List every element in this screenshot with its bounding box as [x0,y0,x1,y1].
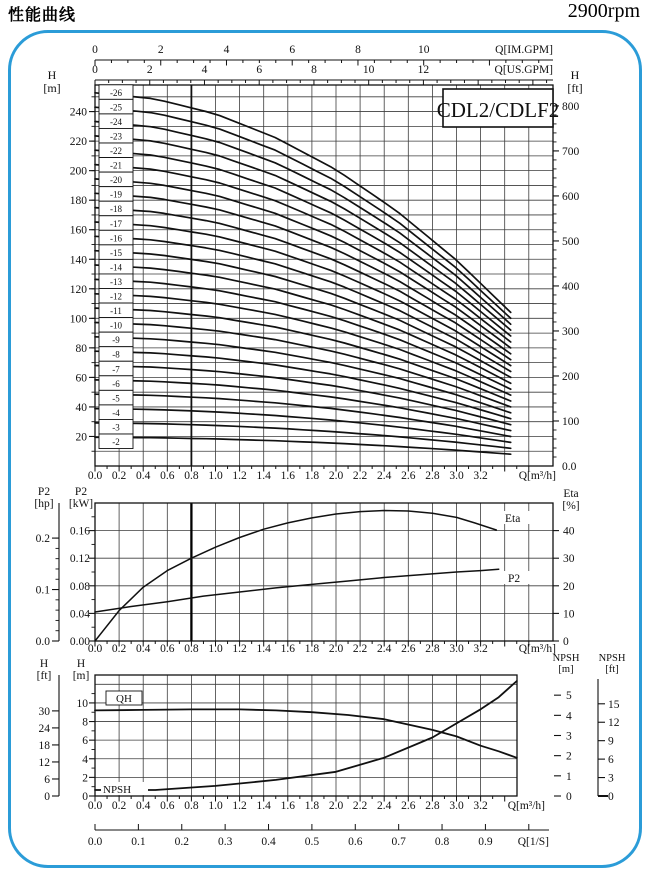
curve-label: -6 [112,378,120,389]
axis-tick-label: 8 [355,44,361,56]
q-tick-label: 0.6 [160,643,175,655]
curve-label: -16 [110,233,122,244]
p2-kw-header: P2 [74,486,88,498]
axis-tick-label: 2 [146,64,153,76]
axis-tick-label: 2 [157,44,164,56]
eta-tick-label: 30 [563,553,575,566]
curve-label: -15 [110,247,122,258]
npsh-ft-header: NPSH [598,653,626,664]
q-tick-label: 3.2 [473,643,488,655]
p2-hp-unit: [hp] [34,498,54,510]
axis-tick-label: 8 [311,64,317,76]
y-axis-header: H [570,68,580,82]
curve-label: -21 [110,160,122,171]
q-tick-label: 2.0 [328,800,344,812]
h-ft-tick-label: 700 [562,145,580,158]
y-axis-header: H [47,68,57,82]
ls-tick-label: 0.6 [348,836,363,848]
h-m-tick-label: 4 [82,753,88,766]
q-tick-label: 0.4 [136,470,151,482]
h-ft-tick-label: 24 [38,722,50,735]
q-tick-label: 2.2 [352,800,368,812]
axis-tick-label: 4 [223,44,230,56]
q-tick-label: 0.0 [87,470,103,482]
q-tick-label: 2.2 [352,643,368,655]
q-tick-label: 2.8 [425,470,440,482]
qh-curve [95,709,517,757]
h-ft-tick-label: 12 [38,756,50,769]
eta-tick-label: 20 [563,580,575,593]
q-tick-label: 1.6 [280,643,295,655]
power-chart-border [95,503,553,641]
curve-label: -14 [110,262,122,273]
q-tick-label: 0.0 [87,800,103,812]
q-tick-label: 0.6 [160,800,175,812]
axis-unit-label: Q[IM.GPM] [495,44,553,56]
q-tick-label: 0.2 [111,643,127,655]
npsh-ft-tick-label: 6 [608,754,614,767]
curve-label: -11 [110,306,122,317]
h-ft-tick-label: 400 [562,280,580,293]
rpm-label: 2900rpm [567,0,640,22]
q-tick-label: 1.6 [280,470,295,482]
npsh-m-tick-label: 2 [566,750,572,763]
q-tick-label: 2.8 [425,800,440,812]
p2-curve-label: P2 [508,573,521,585]
curve-label: -20 [110,175,122,186]
npsh-ft-tick-label: 15 [608,698,620,711]
head-curve--3 [95,423,511,448]
q-tick-label: 0.2 [111,470,127,482]
npsh-m-header: NPSH [552,653,580,664]
ls-tick-label: 0.8 [434,836,450,848]
p2-hp-header: P2 [37,486,51,498]
npsh-m-tick-label: 1 [566,770,572,783]
h-ft-tick-label: 800 [562,100,580,113]
curve-label: -25 [110,102,122,113]
npsh-m-tick-label: 3 [566,730,572,743]
kw-tick-label: 0.00 [69,636,90,648]
curve-label: -12 [110,291,122,302]
y-axis-unit: [ft] [567,81,583,95]
head-curve--20 [95,179,511,348]
curve-label: -10 [110,320,122,331]
h-m-tick-label: 120 [69,283,87,296]
x-axis-unit-label: Q[m³/h] [507,800,545,812]
y-axis-unit: [m] [43,81,61,95]
curve-label: -24 [110,116,122,127]
npsh-ft-tick-label: 12 [608,717,620,730]
model-label: CDL2/CDLF2 [436,98,560,122]
eta-tick-label: 40 [563,525,575,538]
ls-tick-label: 0.4 [261,836,276,848]
h-m-tick-label: 60 [75,372,87,385]
ls-tick-label: 0.9 [478,836,493,848]
q-tick-label: 2.8 [425,643,440,655]
q-tick-label: 2.4 [377,643,392,655]
q-tick-label: 2.6 [401,643,416,655]
head-curve--2 [95,437,511,454]
curve-label: -22 [110,146,122,156]
head-curve--11 [95,308,511,404]
q-tick-label: 0.8 [184,643,199,655]
h-m-tick-label: 0 [82,791,88,803]
q-tick-label: 2.6 [401,800,416,812]
q-tick-label: 3.2 [473,470,488,482]
h-m-tick-label: 10 [76,697,88,710]
eta-unit: [%] [562,500,580,512]
q-tick-label: 0.8 [184,470,199,482]
q-tick-label: 2.6 [401,470,416,482]
npsh-ft-tick-label: 9 [608,735,614,748]
h-m-tick-label: 140 [69,254,87,267]
axis-unit-label: Q[US.GPM] [494,64,553,76]
q-tick-label: 1.8 [304,470,320,482]
kw-tick-label: 0.04 [69,608,90,621]
h-ft-tick-label: 18 [38,739,50,752]
curve-label: -2 [112,437,120,447]
q-tick-label: 3.0 [449,643,464,655]
h-ft-tick-label: 600 [562,190,580,203]
q-tick-label: 1.6 [280,800,295,812]
axis-tick-label: 12 [417,64,430,76]
q-tick-label: 0.8 [184,800,199,812]
h-m-unit: [m] [72,670,90,682]
q-tick-label: 2.2 [352,470,368,482]
npsh-m-tick-label: 0 [566,791,572,803]
eta-curve-label: Eta [505,513,521,525]
curve-label: -7 [112,364,120,375]
axis-tick-label: 6 [289,44,296,56]
q-tick-label: 1.4 [256,470,271,482]
h-ft-header: H [39,658,49,670]
q-tick-label: 2.4 [377,800,392,812]
eta-tick-label: 0 [563,636,569,648]
curve-label: -4 [112,407,120,418]
h-m-tick-label: 40 [75,401,87,414]
curve-label: -3 [112,422,120,433]
q-tick-label: 1.4 [256,643,271,655]
h-ft-tick-label: 0 [44,791,50,803]
axis-tick-label: 0 [92,64,98,76]
h-ft-zero-label: 0.0 [562,461,577,473]
x-axis-unit-label: Q[m³/h] [518,643,556,655]
h-ft-tick-label: 6 [44,773,50,786]
ls-tick-label: 0.5 [304,836,320,848]
curve-label: -23 [110,131,122,142]
h-m-tick-label: 240 [69,106,87,119]
hp-tick-label: 0.0 [35,636,50,648]
q-tick-label: 1.2 [232,643,247,655]
x-axis-unit-label: Q[m³/h] [518,470,556,482]
npsh-ft-tick-label: 0 [608,791,614,803]
curve-label: -18 [110,204,122,215]
head-chart-border [95,85,553,466]
q-tick-label: 1.0 [208,470,223,482]
h-ft-tick-label: 100 [562,415,580,428]
qh-curve-label: QH [116,693,132,705]
ls-tick-label: 0.0 [87,836,103,848]
q-tick-label: 1.2 [232,470,247,482]
h-ft-tick-label: 200 [562,370,580,383]
kw-tick-label: 0.12 [69,553,90,566]
q-tick-label: 3.2 [473,800,488,812]
curve-label: -8 [112,349,120,360]
npsh-m-tick-label: 4 [566,710,572,723]
q-tick-label: 0.0 [87,643,103,655]
ls-axis-unit-label: Q[1/S] [517,836,549,848]
p2-kw-unit: [kW] [68,498,94,510]
h-ft-tick-label: 30 [38,705,50,718]
ls-tick-label: 0.7 [391,836,406,848]
h-m-tick-label: 2 [82,772,88,785]
ls-tick-label: 0.1 [131,836,146,848]
q-tick-label: 2.0 [328,643,344,655]
hp-tick-label: 0.1 [35,584,50,597]
axis-tick-label: 4 [201,64,208,76]
h-m-tick-label: 180 [69,195,87,208]
q-tick-label: 2.4 [377,470,392,482]
h-m-tick-label: 8 [82,716,88,729]
h-m-tick-label: 20 [75,431,87,444]
q-tick-label: 0.4 [136,643,151,655]
curve-label: -9 [112,335,120,346]
npsh-m-unit: [m] [558,664,574,675]
eta-tick-label: 10 [563,608,575,621]
q-tick-label: 3.0 [449,470,464,482]
h-ft-tick-label: 300 [562,325,580,338]
h-m-tick-label: 80 [75,342,87,355]
axis-tick-label: 6 [256,64,263,76]
axis-tick-label: 10 [417,44,430,56]
ls-tick-label: 0.3 [217,836,233,848]
h-m-tick-label: 160 [69,224,87,237]
curve-label: -17 [110,218,122,229]
h-m-tick-label: 100 [69,313,87,326]
curve-label: -26 [110,87,122,98]
q-tick-label: 1.0 [208,800,223,812]
eta-curve [95,511,496,642]
page-title: 性能曲线 [8,7,77,24]
q-tick-label: 2.0 [328,470,344,482]
h-m-tick-label: 200 [69,165,87,178]
q-tick-label: 0.4 [136,800,151,812]
ls-tick-label: 0.2 [174,836,189,848]
curve-label: -5 [112,393,120,404]
npsh-ft-unit: [ft] [605,664,619,675]
curve-label: -13 [110,276,122,287]
kw-tick-label: 0.08 [69,580,90,593]
h-m-tick-label: 220 [69,136,87,149]
h-ft-tick-label: 500 [562,235,580,248]
q-tick-label: 1.0 [208,643,223,655]
eta-header: Eta [563,488,579,500]
q-tick-label: 0.2 [111,800,127,812]
q-tick-label: 1.4 [256,800,271,812]
q-tick-label: 1.8 [304,643,320,655]
axis-tick-label: 10 [362,64,375,76]
h-m-tick-label: 6 [82,735,88,748]
kw-tick-label: 0.16 [69,525,90,538]
p2-curve [95,569,499,612]
h-ft-unit: [ft] [36,670,52,682]
npsh-ft-tick-label: 3 [608,772,614,785]
q-tick-label: 0.6 [160,470,175,482]
curve-label: -19 [110,189,122,200]
hp-tick-label: 0.2 [35,533,50,546]
npsh-m-tick-label: 5 [566,690,572,703]
q-tick-label: 3.0 [449,800,464,812]
q-tick-label: 1.2 [232,800,247,812]
h-m-header: H [76,658,86,670]
q-tick-label: 1.8 [304,800,320,812]
axis-tick-label: 0 [92,44,98,56]
npsh-curve-label: NPSH [103,784,132,796]
